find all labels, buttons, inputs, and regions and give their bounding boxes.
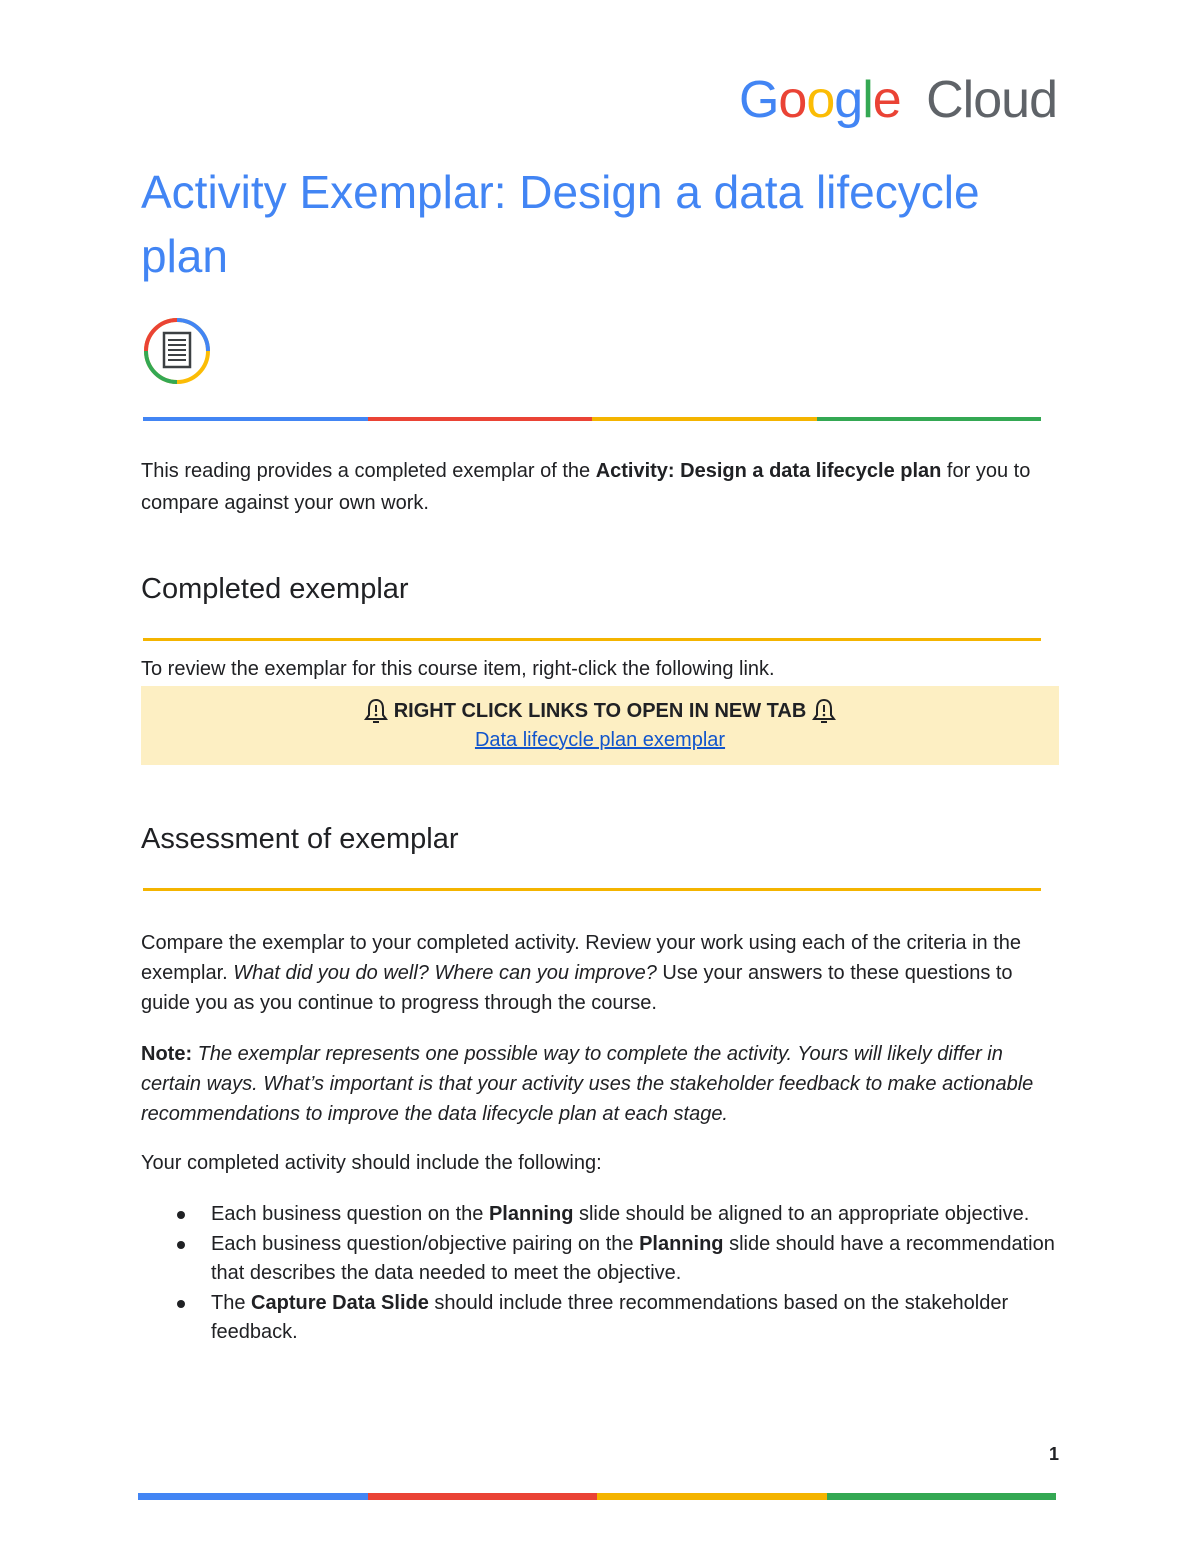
- completed-exemplar-heading: Completed exemplar: [141, 573, 409, 605]
- list-item: Each business question on the Planning slide should be aligned to an appropriate objective.: [141, 1200, 1061, 1230]
- bell-icon: [364, 698, 388, 724]
- logo-letter: g: [834, 71, 863, 129]
- footer-green: [827, 1493, 1057, 1500]
- note-label: Note:: [141, 1043, 193, 1065]
- heading-divider: [143, 638, 1041, 641]
- review-instruction: To review the exemplar for this course item, right-click the following link.: [141, 658, 775, 680]
- activity-name: Activity: Design a data lifecycle plan: [595, 460, 942, 482]
- compare-paragraph: Compare the exemplar to your completed activity. Review your work using each of the criteria in the exemplar. What did you do well? Where can you improve? Use your answers to these questions to guide you as you continue to progress through the course.: [141, 932, 1022, 1014]
- google-wordmark: [739, 71, 914, 129]
- divider-yellow: [592, 417, 817, 421]
- assessment-heading: Assessment of exemplar: [141, 823, 459, 855]
- callout-label: RIGHT CLICK LINKS TO OPEN IN NEW TAB: [393, 700, 807, 722]
- callout-warning: [141, 696, 1059, 726]
- logo-letter: o: [806, 71, 835, 129]
- page-title: Activity Exemplar: Design a data lifecycle plan: [141, 166, 980, 282]
- right-click-callout: [141, 686, 1059, 765]
- document-icon: [142, 316, 212, 386]
- footer-blue: [138, 1493, 368, 1500]
- divider-green: [817, 417, 1042, 421]
- bullet-icon: [177, 1300, 185, 1308]
- footer-yellow: [597, 1493, 827, 1500]
- page-number: 1: [1048, 1444, 1059, 1464]
- bullet-icon: [177, 1211, 185, 1219]
- logo-letter: o: [778, 71, 807, 129]
- exemplar-link[interactable]: Data lifecycle plan exemplar: [474, 729, 726, 751]
- note-paragraph: Note: The exemplar represents one possible way to complete the activity. Yours will likely differ in certain ways. What’s important is that your activity uses the stakeholder feedback to make actionable recommendations to improve the data lifecycle plan at each stage.: [141, 1043, 1034, 1125]
- google-cloud-logo: [739, 70, 1057, 130]
- cloud-wordmark: Cloud: [926, 71, 1057, 129]
- color-divider: [143, 417, 1041, 421]
- footer-red: [368, 1493, 598, 1500]
- divider-blue: [143, 417, 368, 421]
- criteria-list: [141, 1200, 1061, 1348]
- footer-color-bar: [138, 1493, 1056, 1500]
- list-item: Each business question/objective pairing on the Planning slide should have a recommendation that describes the data needed to meet the objective.: [141, 1230, 1061, 1289]
- bullet-icon: [177, 1241, 185, 1249]
- list-item: The Capture Data Slide should include three recommendations based on the stakeholder feedback.: [141, 1289, 1061, 1348]
- logo-letter: l: [862, 71, 873, 129]
- logo-letter: G: [738, 71, 779, 129]
- heading-divider: [143, 888, 1041, 891]
- intro-paragraph: This reading provides a completed exemplar of the Activity: Design a data lifecycle plan for you to compare against your own work.: [141, 460, 1031, 514]
- bell-icon: [812, 698, 836, 724]
- logo-letter: e: [872, 71, 901, 129]
- divider-red: [368, 417, 593, 421]
- include-intro: Your completed activity should include the following:: [141, 1152, 602, 1174]
